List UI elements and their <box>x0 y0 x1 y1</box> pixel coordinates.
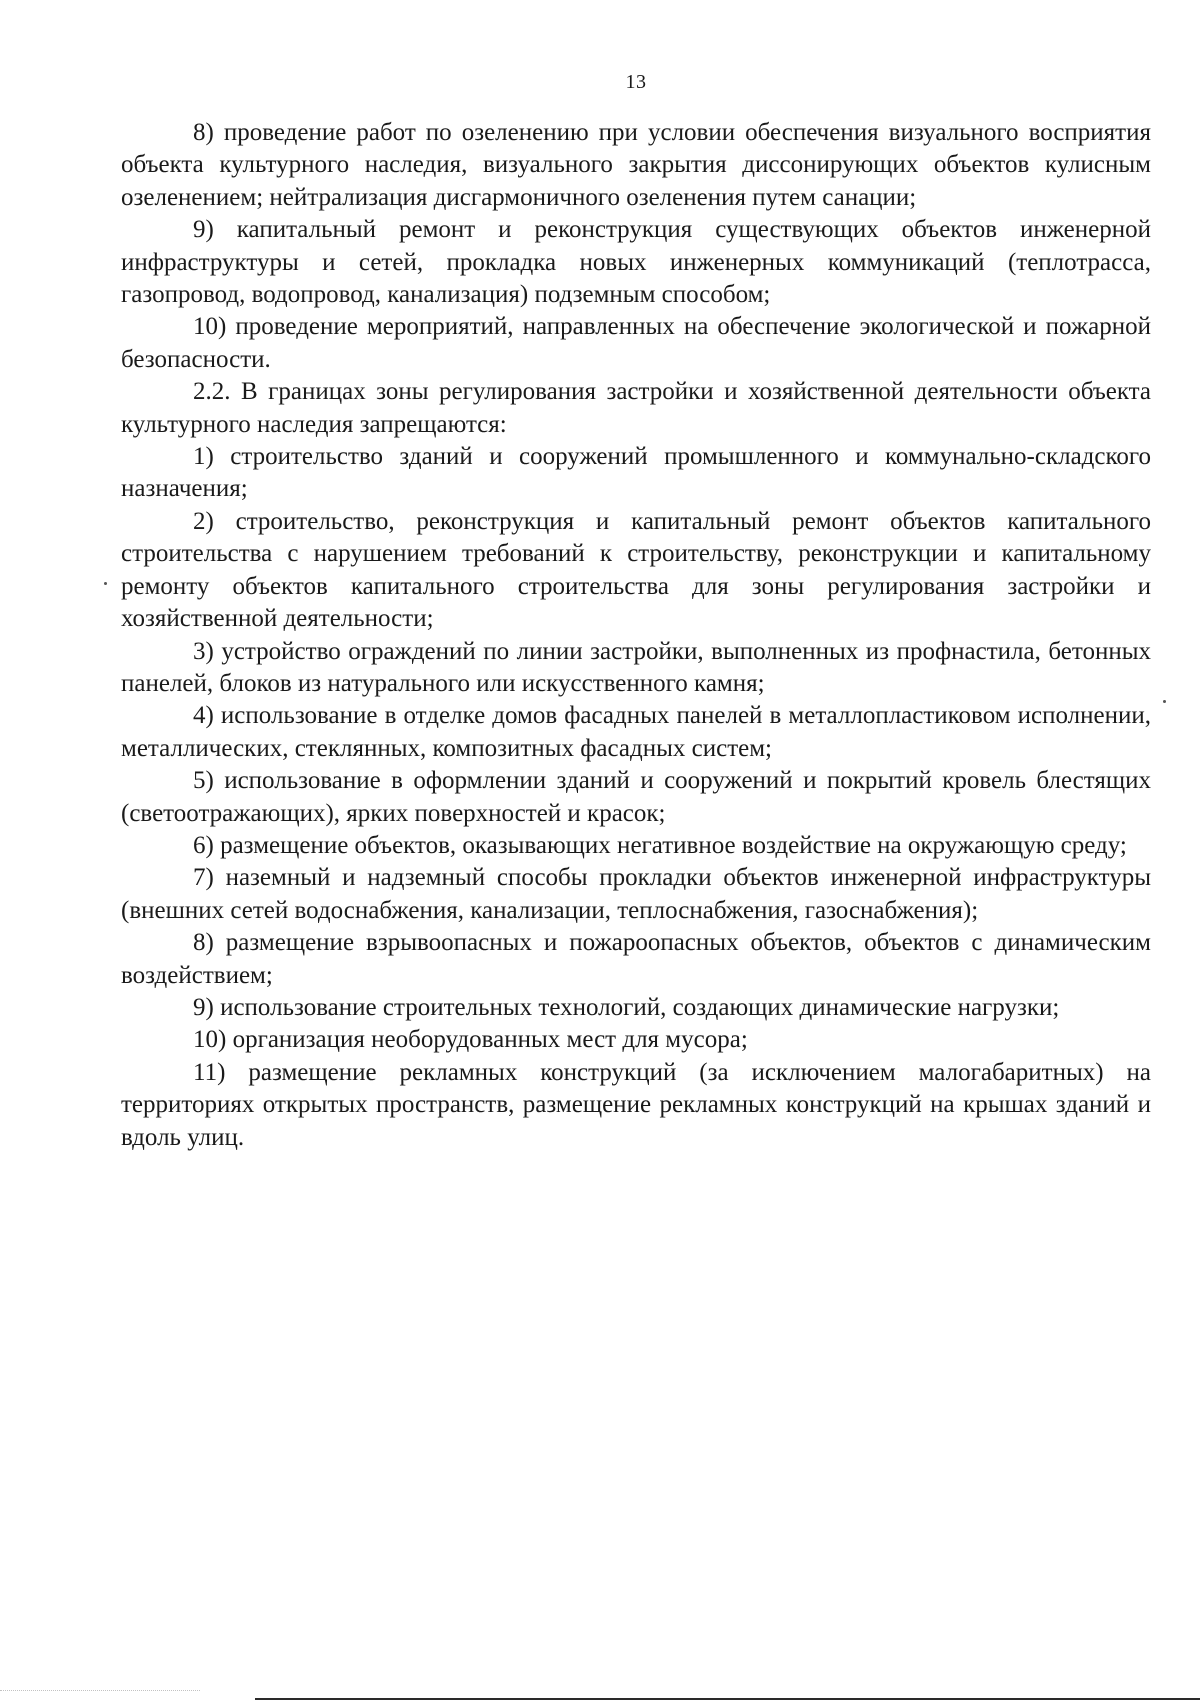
paragraph-item-10-safety-measures: 10) проведение мероприятий, направленных на обеспечение экологической и пожарной безопасности. <box>121 313 1151 373</box>
scan-artifact-dot <box>104 582 107 585</box>
section-2-2-heading: 2.2. В границах зоны регулирования застройки и хозяйственной деятельности объекта культурного наследия запрещаются: <box>121 378 1151 438</box>
scan-artifact-edge <box>0 1690 200 1697</box>
document-body <box>121 117 1151 1154</box>
scan-artifact-dot <box>1163 700 1166 703</box>
prohibition-item-5: 5) использование в оформлении зданий и сооружений и покрытий кровель блестящих (светоотражающих), ярких поверхностей и красок; <box>121 767 1151 827</box>
page-number: 13 <box>625 71 647 93</box>
prohibition-item-3: 3) устройство ограждений по линии застройки, выполненных из профнастила, бетонных панелей, блоков из натурального или искусственного камня; <box>121 637 1151 697</box>
prohibition-item-10: 10) организация необорудованных мест для мусора; <box>193 1026 748 1054</box>
prohibition-item-2: 2) строительство, реконструкция и капитальный ремонт объектов капитального строительства с нарушением требований к строительству, реконструкции и капитальному ремонту объектов капитального строительства для зоны регулирования застройки и хозяйственной деятельности; <box>121 507 1151 633</box>
prohibition-item-4: 4) использование в отделке домов фасадных панелей в металлопластиковом исполнении, металлических, стеклянных, композитных фасадных систем; <box>121 702 1151 762</box>
paragraph-item-8-landscaping: 8) проведение работ по озеленению при условии обеспечения визуального восприятия объекта культурного наследия, визуального закрытия диссонирующих объектов кулисным озеленением; нейтрализация дисгармоничного озеленения путем санации; <box>121 119 1151 211</box>
prohibition-item-1: 1) строительство зданий и сооружений промышленного и коммунально-складского назначения; <box>121 443 1151 503</box>
paragraph-item-9-infrastructure-repair: 9) капитальный ремонт и реконструкция существующих объектов инженерной инфраструктуры и сетей, прокладка новых инженерных коммуникаций (теплотрасса, газопровод, водопровод, канализация) подземным способом; <box>121 216 1151 309</box>
prohibition-item-6: 6) размещение объектов, оказывающих негативное воздействие на окружающую среду; <box>193 831 1127 859</box>
prohibition-item-9: 9) использование строительных технологий, создающих динамические нагрузки; <box>193 993 1060 1021</box>
prohibition-item-7: 7) наземный и надземный способы прокладки объектов инженерной инфраструктуры (внешних сетей водоснабжения, канализации, теплоснабжения, газоснабжения); <box>121 864 1151 924</box>
prohibition-item-8: 8) размещение взрывоопасных и пожароопасных объектов, объектов с динамическим воздействием; <box>121 929 1151 989</box>
prohibition-item-11: 11) размещение рекламных конструкций (за исключением малогабаритных) на территориях открытых пространств, размещение рекламных конструкций на крышах зданий и вдоль улиц. <box>121 1058 1151 1151</box>
